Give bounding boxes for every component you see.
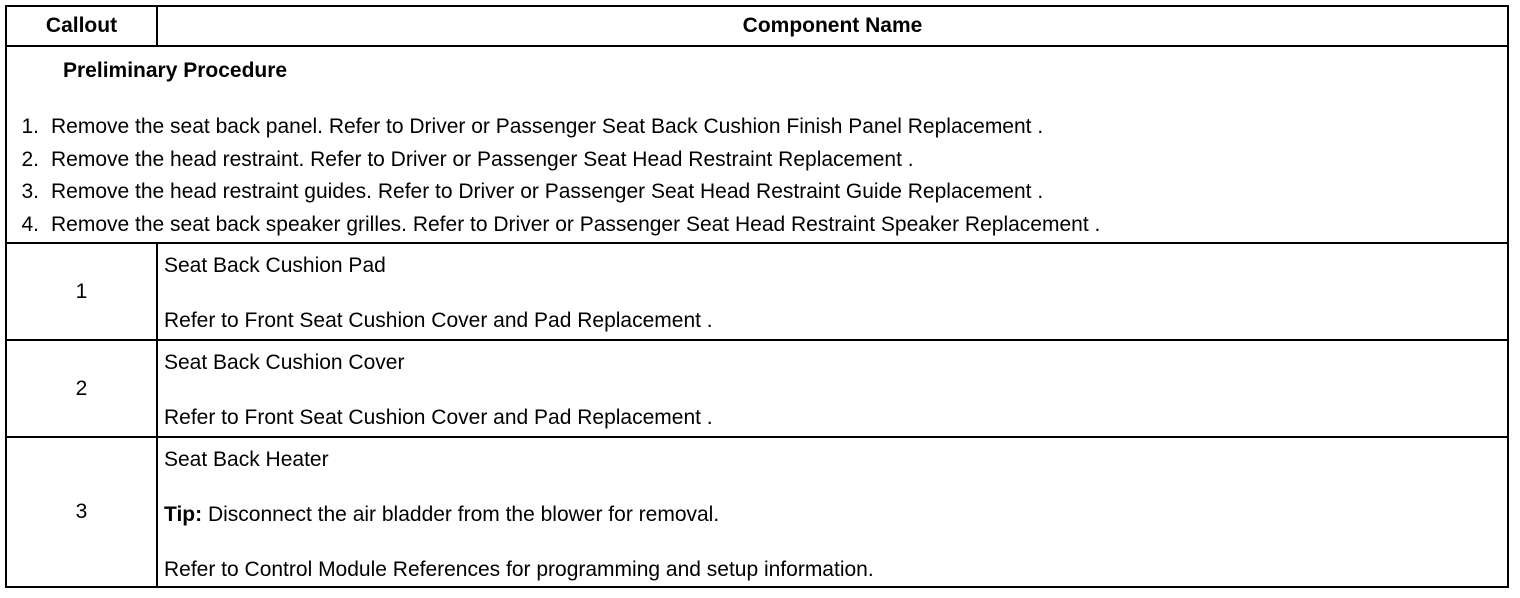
component-reference: Refer to Control Module References for programming and setup information. [164, 558, 874, 581]
table-row [6, 243, 1508, 340]
component-name: Seat Back Heater [164, 448, 329, 471]
callout-cell: 1 [6, 243, 157, 340]
preliminary-title: Preliminary Procedure [63, 59, 288, 82]
step-text: Remove the head restraint guides. Refer to Driver or Passenger Seat Head Restraint Guide Replacement . [51, 180, 1044, 203]
component-cell [157, 243, 1508, 340]
component-reference: Refer to Front Seat Cushion Cover and Pad Replacement . [164, 406, 713, 429]
step-item [7, 144, 1507, 177]
step-number: 2. [21, 147, 39, 171]
preliminary-row [6, 46, 1508, 243]
procedure-table [5, 5, 1509, 588]
step-text: Remove the seat back panel. Refer to Driver or Passenger Seat Back Cushion Finish Panel Replacement . [51, 115, 1044, 138]
step-text: Remove the head restraint. Refer to Driver or Passenger Seat Head Restraint Replacement . [51, 147, 914, 171]
step-number: 3. [21, 180, 39, 203]
callout-cell: 2 [6, 340, 157, 437]
table-row [6, 340, 1508, 437]
preliminary-steps [7, 111, 1507, 241]
preliminary-cell [6, 46, 1508, 243]
step-item [7, 111, 1507, 144]
component-tip [164, 502, 1507, 528]
step-item [7, 176, 1507, 209]
step-text: Remove the seat back speaker grilles. Refer to Driver or Passenger Seat Head Restraint Speaker Replacement . [51, 212, 1101, 236]
component-cell [157, 437, 1508, 587]
header-row [6, 6, 1508, 46]
tip-label: Tip: [164, 503, 203, 526]
step-item [7, 209, 1507, 242]
component-name: Seat Back Cushion Pad [164, 254, 386, 277]
callout-header: Callout [6, 6, 157, 46]
component-cell [157, 340, 1508, 437]
tip-text: Disconnect the air bladder from the blower for removal. [202, 503, 720, 526]
step-number: 1. [21, 115, 39, 138]
table-row [6, 437, 1508, 587]
component-name: Seat Back Cushion Cover [164, 351, 405, 374]
component-name-header: Component Name [157, 6, 1508, 46]
component-reference: Refer to Front Seat Cushion Cover and Pad Replacement . [164, 309, 713, 332]
callout-cell: 3 [6, 437, 157, 587]
step-number: 4. [21, 212, 39, 236]
